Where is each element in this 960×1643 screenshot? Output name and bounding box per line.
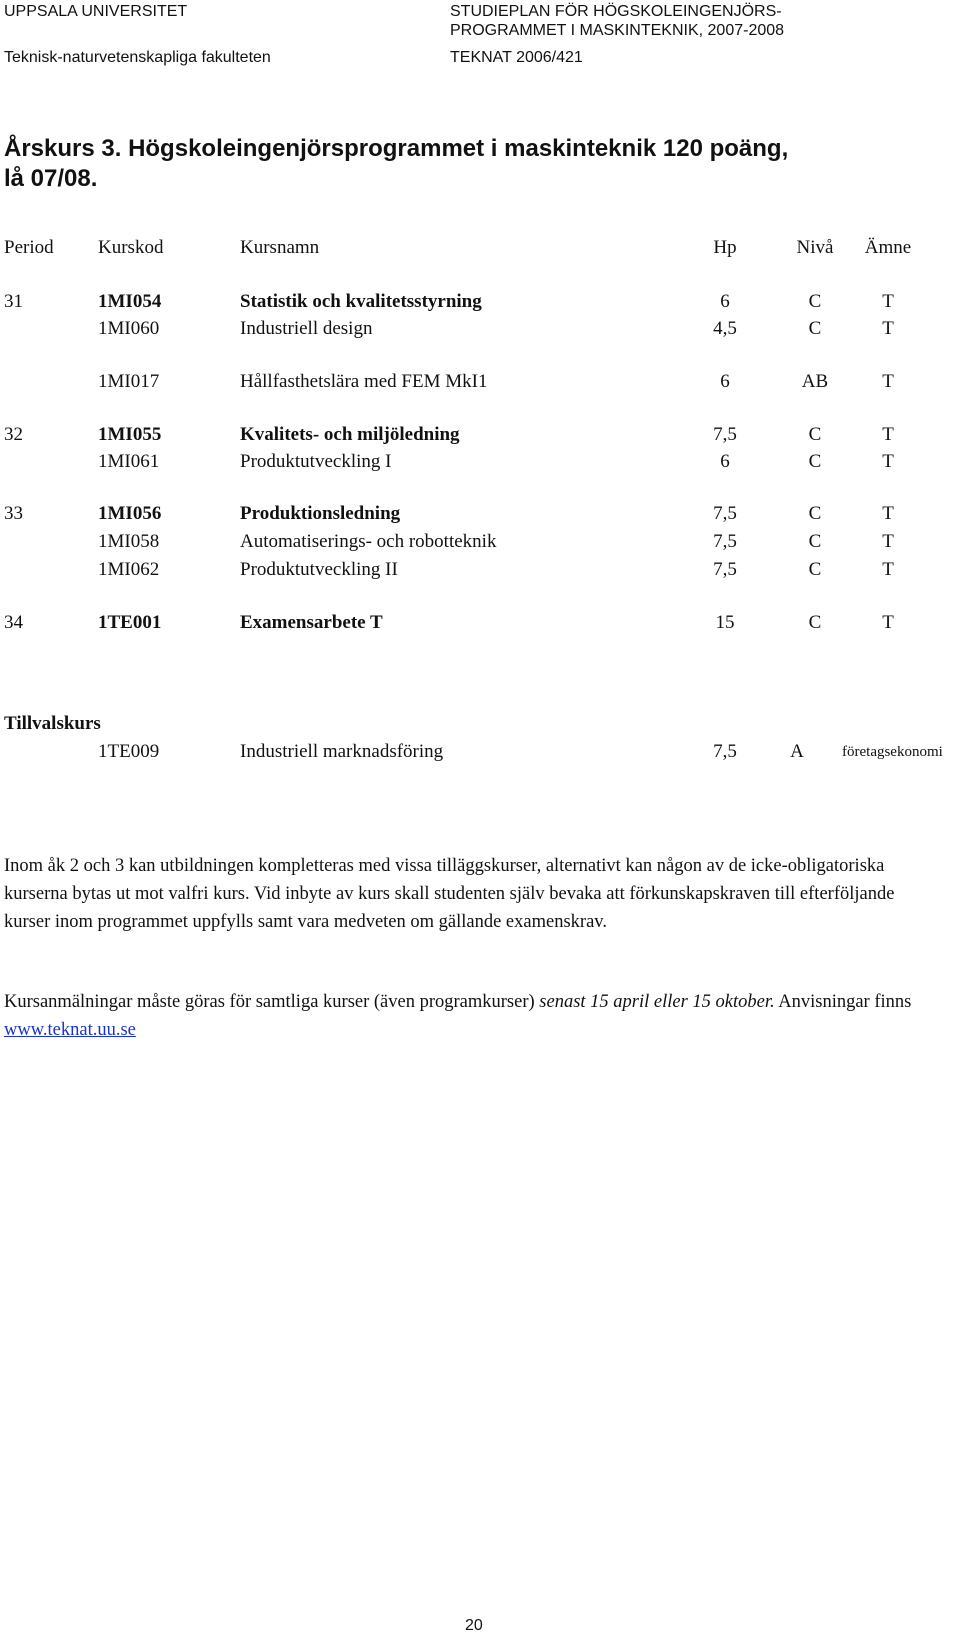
elective-code: 1TE009 [98, 741, 160, 762]
elective-subject: företagsekonomi [842, 744, 943, 760]
cell-level: C [808, 559, 822, 580]
table-row [0, 501, 960, 527]
registration-instructions: Anvisningar finns [774, 992, 912, 1012]
cell-code: 1MI062 [98, 559, 160, 580]
table-row [0, 557, 960, 583]
page-number: 20 [465, 1617, 483, 1634]
cell-code: 1TE001 [98, 612, 162, 633]
faculty-name: Teknisk-naturvetenskapliga fakulteten [4, 49, 271, 66]
cell-hp: 7,5 [713, 559, 737, 580]
cell-hp: 6 [720, 371, 730, 392]
cell-hp: 7,5 [713, 424, 737, 445]
cell-level: C [808, 612, 822, 633]
info-paragraph: Inom åk 2 och 3 kan utbildningen kompletteras med vissa tilläggskurser, alternativt kan någon av de icke-obligatoriska kurserna bytas ut mot valfri kurs. Vid inbyte av kurs skall studenten själv bevaka att förkunskapskraven till efterföljande kurser inom programmet uppfylls samt vara medveten om gällande examenskrav. [4, 856, 895, 932]
cell-code: 1MI054 [98, 291, 162, 312]
registration-deadline: senast 15 april eller 15 oktober. [539, 992, 775, 1012]
table-row [0, 316, 960, 342]
page-title-line1: Årskurs 3. Högskoleingenjörsprogrammet i maskinteknik 120 poäng, [4, 135, 789, 162]
cell-name: Hållfasthetslära med FEM MkI1 [240, 371, 488, 392]
course-table-header [0, 235, 960, 261]
cell-level: C [808, 531, 822, 552]
cell-name: Produktutveckling I [240, 451, 392, 472]
cell-level: AB [801, 371, 829, 392]
cell-code: 1MI017 [98, 371, 160, 392]
cell-name: Kvalitets- och miljöledning [240, 424, 460, 445]
cell-level: C [808, 503, 822, 524]
cell-subject: T [882, 531, 894, 552]
elective-name: Industriell marknadsföring [240, 741, 444, 762]
cell-subject: T [882, 503, 894, 524]
cell-code: 1MI058 [98, 531, 160, 552]
cell-code: 1MI055 [98, 424, 162, 445]
cell-period: 34 [4, 612, 23, 633]
header-name: Kursnamn [240, 237, 320, 258]
cell-hp: 15 [715, 612, 735, 633]
university-name: UPPSALA UNIVERSITET [4, 3, 188, 20]
page-title-line2: lå 07/08. [4, 165, 98, 192]
table-row [0, 369, 960, 395]
header-level: Nivå [796, 237, 834, 258]
cell-hp: 7,5 [713, 531, 737, 552]
header-code: Kurskod [98, 237, 164, 258]
cell-code: 1MI061 [98, 451, 160, 472]
cell-period: 33 [4, 503, 23, 524]
cell-name: Examensarbete T [240, 612, 383, 633]
cell-subject: T [882, 318, 894, 339]
elective-row [0, 739, 960, 765]
plan-title [450, 2, 784, 40]
cell-subject: T [882, 612, 894, 633]
cell-hp: 4,5 [713, 318, 737, 339]
cell-name: Statistik och kvalitetsstyrning [240, 291, 482, 312]
cell-hp: 7,5 [713, 503, 737, 524]
cell-code: 1MI060 [98, 318, 160, 339]
plan-title-line1: STUDIEPLAN FÖR HÖGSKOLEINGENJÖRS- [450, 3, 782, 20]
cell-level: C [808, 318, 822, 339]
cell-level: C [808, 451, 822, 472]
elective-level: A [790, 741, 804, 762]
table-row [0, 422, 960, 448]
page-title [4, 134, 884, 194]
header-subject: Ämne [864, 237, 912, 258]
cell-period: 31 [4, 291, 23, 312]
cell-subject: T [882, 291, 894, 312]
cell-hp: 6 [720, 291, 730, 312]
header-period: Period [4, 237, 54, 258]
document-reference: TEKNAT 2006/421 [450, 49, 583, 66]
registration-text: Kursanmälningar måste göras för samtliga kurser (även programkurser) [4, 992, 540, 1012]
elective-hp: 7,5 [713, 741, 737, 762]
cell-level: C [808, 424, 822, 445]
teknat-link[interactable]: www.teknat.uu.se [4, 1020, 136, 1040]
cell-subject: T [882, 451, 894, 472]
header-hp: Hp [713, 237, 737, 258]
cell-subject: T [882, 424, 894, 445]
table-row [0, 449, 960, 475]
table-row [0, 289, 960, 315]
cell-level: C [808, 291, 822, 312]
cell-name: Produktutveckling II [240, 559, 398, 580]
elective-title: Tillvalskurs [4, 713, 101, 734]
plan-title-line2: PROGRAMMET I MASKINTEKNIK, 2007-2008 [450, 22, 785, 39]
cell-name: Produktionsledning [240, 503, 401, 524]
table-row [0, 610, 960, 636]
cell-name: Industriell design [240, 318, 373, 339]
cell-hp: 6 [720, 451, 730, 472]
cell-name: Automatiserings- och robotteknik [240, 531, 497, 552]
cell-period: 32 [4, 424, 23, 445]
cell-subject: T [882, 559, 894, 580]
cell-subject: T [882, 371, 894, 392]
table-row [0, 529, 960, 555]
registration-paragraph [4, 988, 934, 1044]
cell-code: 1MI056 [98, 503, 162, 524]
